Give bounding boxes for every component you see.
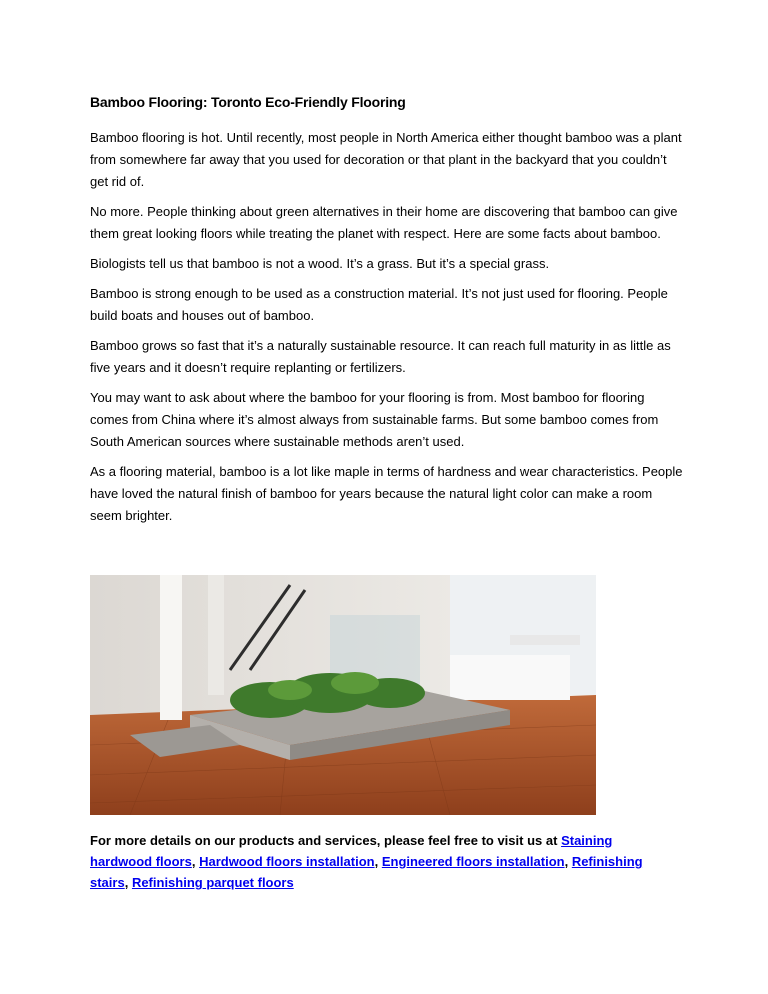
footer-intro: For more details on our products and services, please feel free to visit us at — [90, 833, 558, 848]
paragraph-2: No more. People thinking about green alternatives in their home are discovering that bamboo can give them great looking floors while treating the planet with respect. Here are some facts about bamboo. — [90, 204, 678, 241]
paragraph-1: Bamboo flooring is hot. Until recently, most people in North America either thought bamboo was a plant from somewhere far away that you used for decoration or that plant in the backyard that you couldn’t get rid of. — [90, 130, 682, 189]
link-staining-hardwood-floors[interactable]: Staining hardwood floors — [90, 833, 613, 869]
article-body — [90, 127, 685, 535]
link-separator: , — [191, 854, 200, 869]
paragraph-4: Bamboo is strong enough to be used as a construction material. It’s not just used for flooring. People build boats and houses out of bamboo. — [90, 286, 668, 323]
page-title: Bamboo Flooring: Toronto Eco-Friendly Flooring — [90, 94, 406, 110]
footer-links — [90, 830, 660, 893]
paragraph-3: Biologists tell us that bamboo is not a wood. It’s a grass. But it’s a special grass. — [90, 256, 550, 271]
link-engineered-floors-installation[interactable]: Engineered floors installation — [381, 854, 565, 869]
bamboo-floor-photo — [90, 575, 596, 815]
link-refinishing-parquet-floors[interactable]: Refinishing parquet floors — [131, 875, 294, 890]
paragraph-6: You may want to ask about where the bamboo for your flooring is from. Most bamboo for flooring comes from China where it’s almost always from sustainable farms. But some bamboo comes from South American sources where sustainable methods aren’t used. — [90, 390, 659, 449]
paragraph-5: Bamboo grows so fast that it’s a naturally sustainable resource. It can reach full maturity in as little as five years and it doesn’t require replanting or fertilizers. — [90, 338, 671, 375]
paragraph-7: As a flooring material, bamboo is a lot like maple in terms of hardness and wear characteristics. People have loved the natural finish of bamboo for years because the natural light color can make a room seem brighter. — [90, 464, 683, 523]
link-refinishing-stairs[interactable]: Refinishing stairs — [90, 854, 643, 890]
link-separator: , — [374, 854, 382, 869]
link-hardwood-floors-installation[interactable]: Hardwood floors installation — [199, 854, 375, 869]
link-separator: , — [124, 875, 132, 890]
link-separator: , — [564, 854, 572, 869]
